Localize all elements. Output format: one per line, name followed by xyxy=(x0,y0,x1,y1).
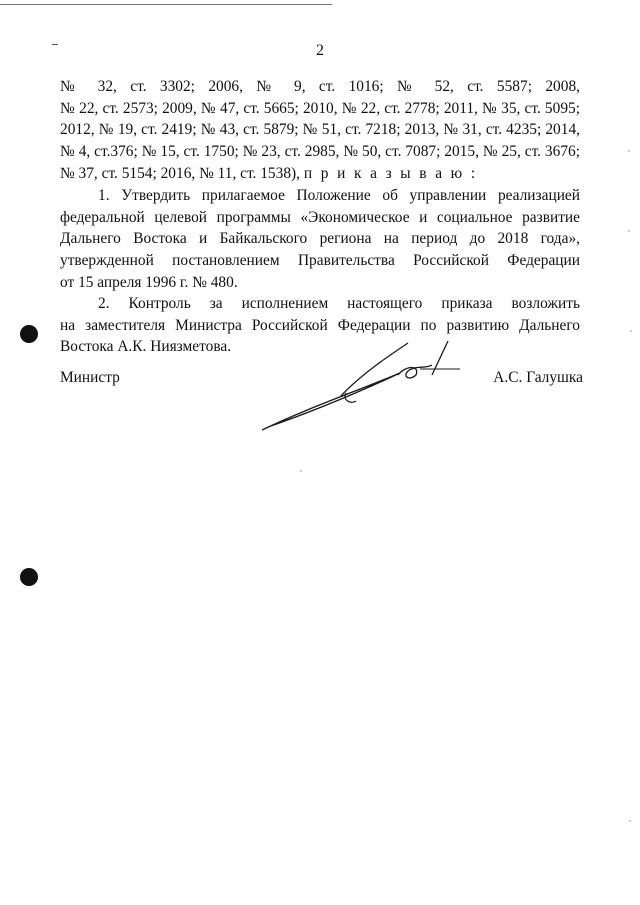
citations-paragraph xyxy=(60,76,580,185)
item-2-line: 2. Контроль за исполнением настоящего приказа возложить xyxy=(98,295,580,312)
page-number: 2 xyxy=(316,42,324,59)
citation-line: № 32, ст. 3302; 2006, № 9, ст. 1016; № 52, ст. 5587; 2008, xyxy=(60,78,580,95)
signer-name: А.С. Галушка xyxy=(493,369,583,386)
punch-hole xyxy=(20,568,38,586)
scan-speck xyxy=(628,230,630,232)
citation-line: № 4, ст.376; № 15, ст. 1750; № 23, ст. 2985, № 50, ст. 7087; 2015, № 25, ст. 3676; xyxy=(60,143,580,161)
handwritten-signature xyxy=(250,335,465,435)
citation-last-line xyxy=(60,163,580,185)
scan-speck xyxy=(629,820,631,822)
item-2-line: на заместителя Министра Российской Федерации по развитию Дальнего xyxy=(60,316,580,334)
scan-edge-line xyxy=(0,4,332,5)
item-1-paragraph xyxy=(60,185,580,294)
scan-speck xyxy=(628,150,630,152)
item-1-line: утвержденной постановлением Правительства Российской Федерации xyxy=(60,252,580,270)
scan-speck xyxy=(630,330,632,332)
punch-hole xyxy=(20,325,38,343)
citation-line: 2012, № 19, ст. 2419; № 43, ст. 5879; № 51, ст. 7218; 2013, № 31, ст. 4235; 2014, xyxy=(60,121,580,139)
order-word: п р и к а з ы в а ю : xyxy=(303,164,478,182)
scan-speck xyxy=(300,470,302,472)
citation-line: № 22, ст. 2573; 2009, № 47, ст. 5665; 2010, № 22, ст. 2778; 2011, № 35, ст. 5095; xyxy=(60,99,580,117)
item-2-line: Востока А.К. Ниязметова. xyxy=(60,338,232,356)
item-1-line: Дальнего Востока и Байкальского региона на период до 2018 года», xyxy=(60,230,580,248)
item-1-line: федеральной целевой программы «Экономическое и социальное развитие xyxy=(60,208,580,226)
signer-title: Министр xyxy=(60,369,120,386)
item-1-line: 1. Утвердить прилагаемое Положение об управлении реализацией xyxy=(98,187,580,204)
citation-line: № 37, ст. 5154; 2016, № 11, ст. 1538), xyxy=(60,164,300,182)
item-1-line: от 15 апреля 1996 г. № 480. xyxy=(60,273,238,291)
